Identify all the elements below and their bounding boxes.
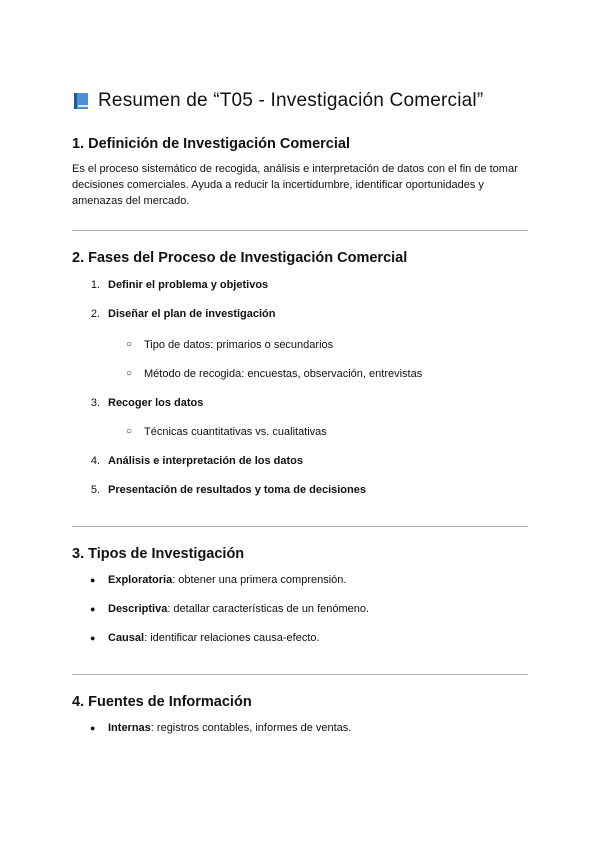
section-3-heading: 3. Tipos de Investigación <box>72 546 245 562</box>
sub-list-item <box>72 367 528 381</box>
list-number: 2. <box>90 308 100 320</box>
list-item <box>72 278 528 292</box>
paragraph-line: decisiones comerciales. Ayuda a reducir la incertidumbre, identificar oportunidades y <box>72 179 484 191</box>
document-page <box>72 88 528 735</box>
list-number: 4. <box>90 455 100 467</box>
divider <box>72 526 528 527</box>
list-item-text <box>108 602 369 616</box>
list-item <box>72 307 528 321</box>
term: Causal <box>108 632 145 644</box>
blue-book-icon <box>72 92 90 110</box>
bullet: ● <box>90 575 96 585</box>
section-4-heading: 4. Fuentes de Información <box>72 694 252 710</box>
types-list <box>72 573 528 645</box>
sub-list-item <box>72 338 528 352</box>
sub-bullet: ○ <box>126 426 133 437</box>
paragraph-line: amenazas del mercado. <box>72 195 190 207</box>
page-title-text: Resumen de “T05 - Investigación Comercial” <box>98 90 484 111</box>
list-item-text <box>108 631 320 645</box>
list-number: 3. <box>90 397 100 409</box>
page-title <box>72 88 528 114</box>
sub-list-item-text: Técnicas cuantitativas vs. cualitativas <box>144 426 327 438</box>
definition: : obtener una primera comprensión. <box>172 574 347 586</box>
definition: : identificar relaciones causa-efecto. <box>144 632 320 644</box>
sources-list <box>72 721 528 735</box>
list-item <box>72 483 528 497</box>
divider <box>72 230 528 231</box>
list-item <box>72 721 528 735</box>
definition: : registros contables, informes de ventas. <box>150 722 352 734</box>
list-item <box>72 573 528 587</box>
phases-list <box>72 278 528 497</box>
list-item <box>72 396 528 410</box>
divider <box>72 674 528 675</box>
sub-list-item-text: Tipo de datos: primarios o secundarios <box>144 339 334 351</box>
list-item <box>72 631 528 645</box>
list-number: 5. <box>90 484 100 496</box>
list-item <box>72 602 528 616</box>
list-item <box>72 454 528 468</box>
list-item-text: Presentación de resultados y toma de decisiones <box>108 484 366 496</box>
sub-list-item <box>72 425 528 439</box>
paragraph-line: Es el proceso sistemático de recogida, análisis e interpretación de datos con el fin de tomar <box>72 163 518 175</box>
bullet: ● <box>90 723 96 733</box>
term: Internas <box>108 722 151 734</box>
definition: : detallar características de un fenómeno. <box>167 603 370 615</box>
sub-list-item-text: Método de recogida: encuestas, observación, entrevistas <box>144 368 423 380</box>
section-1-body <box>72 161 528 209</box>
bullet: ● <box>90 604 96 614</box>
sub-bullet: ○ <box>126 368 133 379</box>
term: Exploratoria <box>108 574 173 586</box>
list-item-text: Definir el problema y objetivos <box>108 279 269 291</box>
term: Descriptiva <box>108 603 168 615</box>
list-number: 1. <box>90 279 100 291</box>
list-item-text: Diseñar el plan de investigación <box>108 308 276 320</box>
list-item-text: Análisis e interpretación de los datos <box>108 455 303 467</box>
bullet: ● <box>90 633 96 643</box>
section-2-heading: 2. Fases del Proceso de Investigación Comercial <box>72 250 408 266</box>
list-item-text: Recoger los datos <box>108 397 204 409</box>
section-1-heading: 1. Definición de Investigación Comercial <box>72 136 350 152</box>
list-item-text <box>108 721 351 735</box>
sub-bullet: ○ <box>126 339 133 350</box>
list-item-text <box>108 573 346 587</box>
